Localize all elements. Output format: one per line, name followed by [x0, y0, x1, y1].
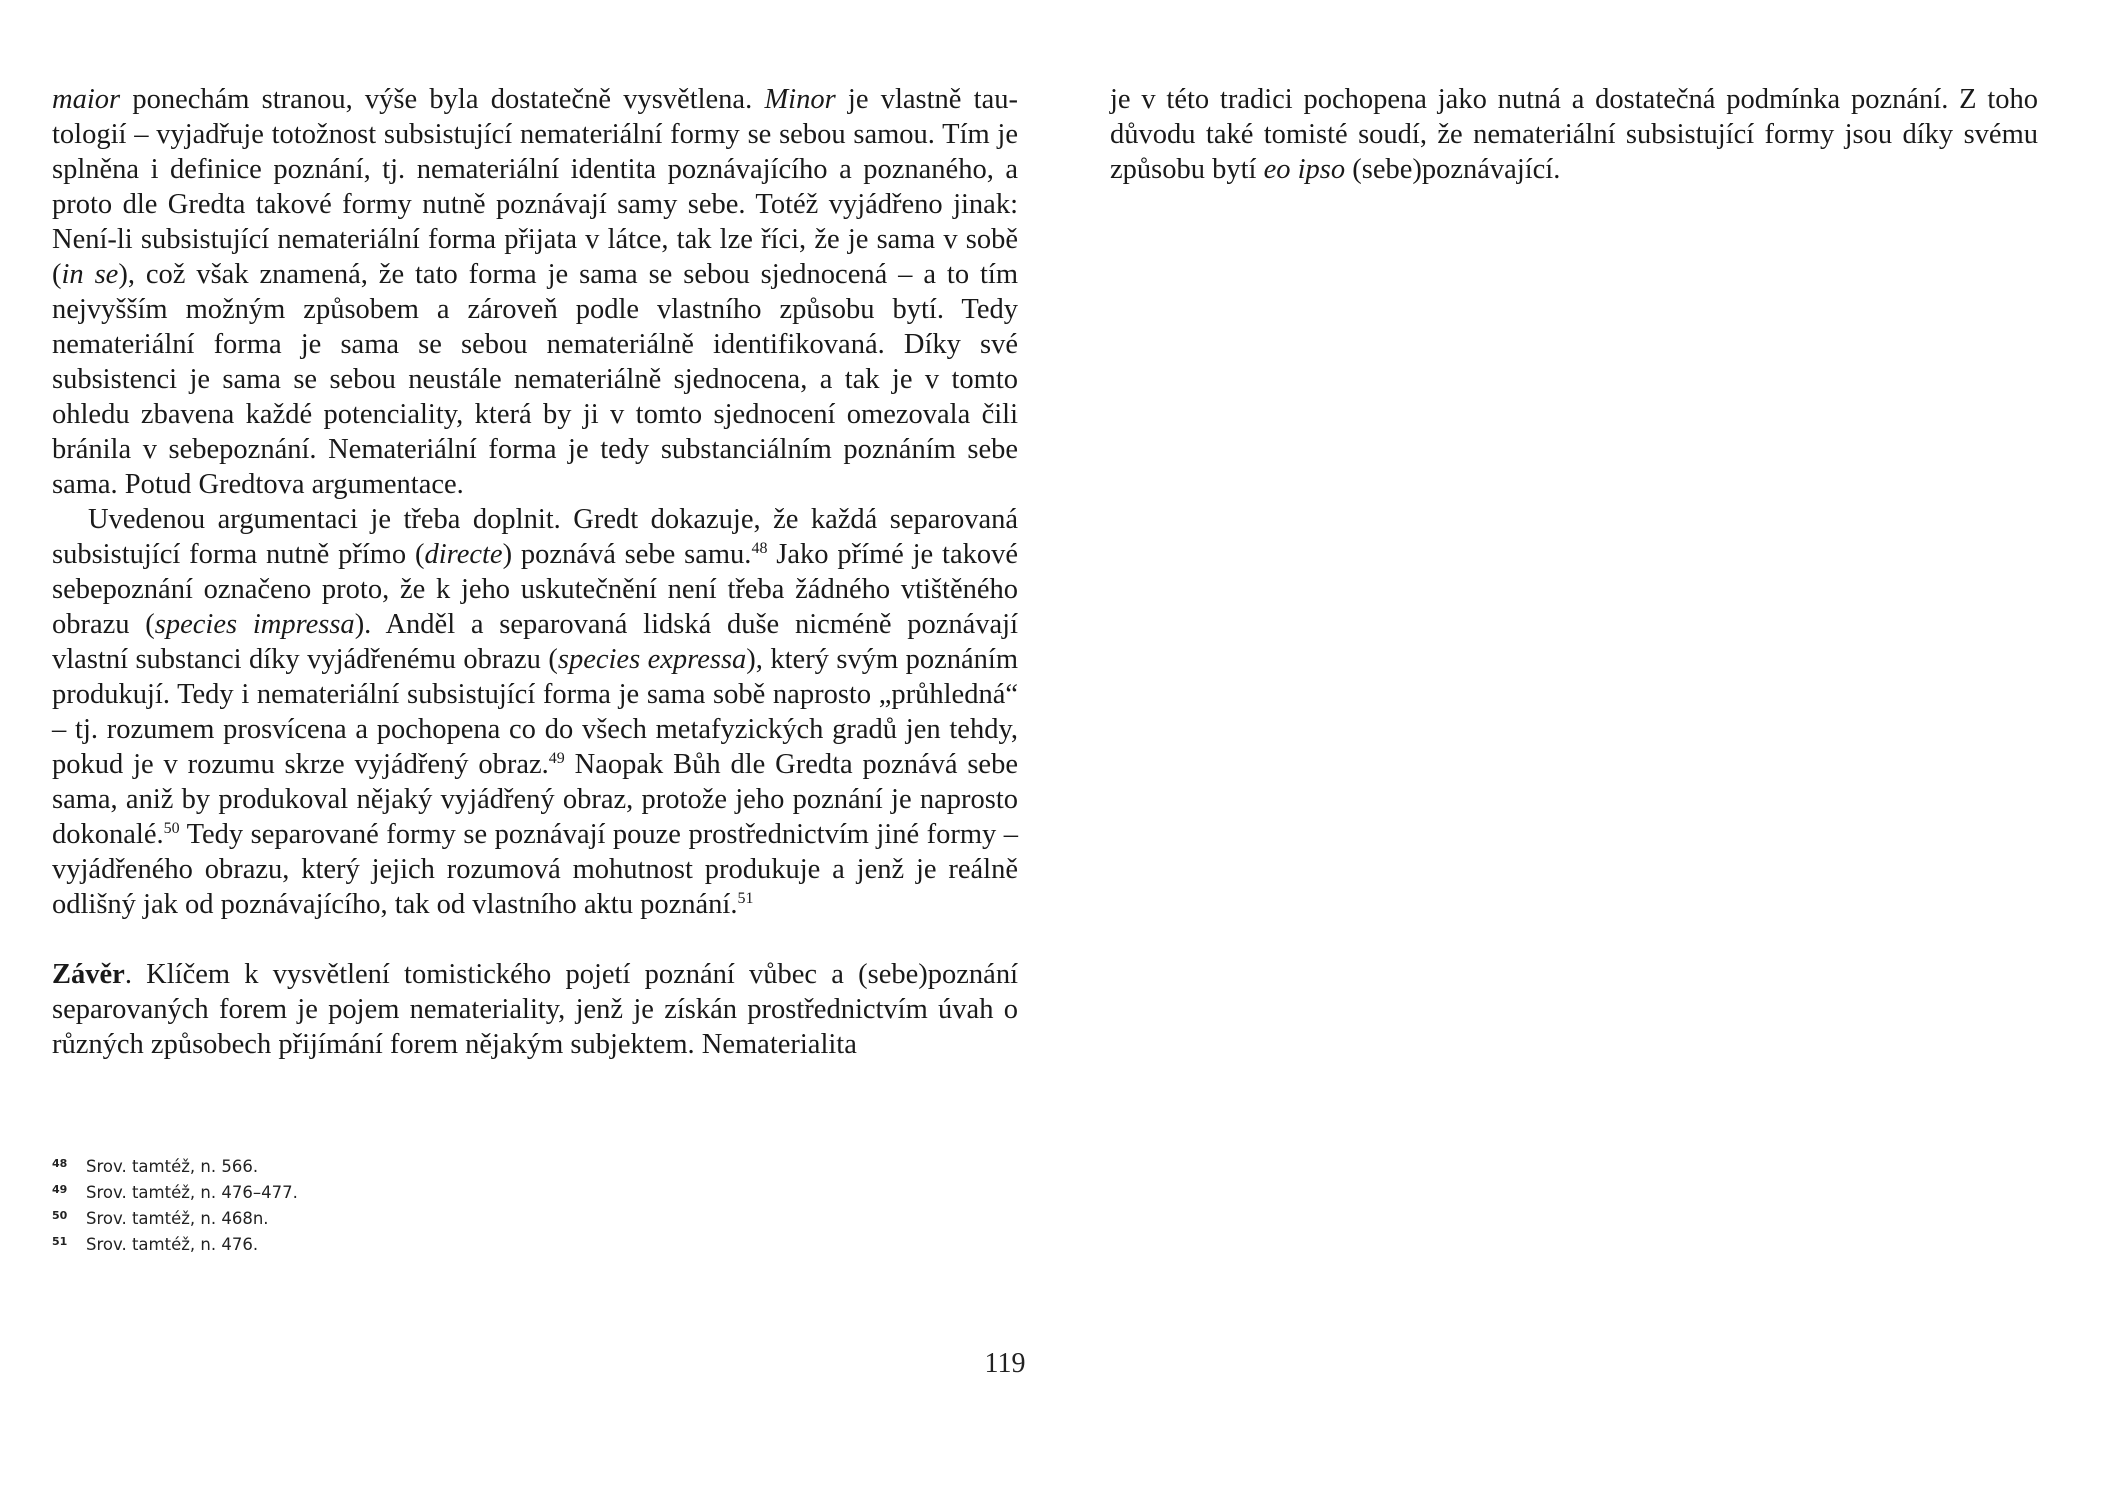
- text-run: (sebe)poznávající.: [1345, 154, 1561, 185]
- footnote-ref: 48: [751, 540, 768, 557]
- text-run: ), který svým poznáním produkují. Tedy i nemateriální subsistující forma je sama sobě naprosto „průhledná“ – tj. rozumem prosvícena a pochopena co do všech metafyzických gradů jen tehdy, pokud je v rozumu skrze vyjádřený obraz.: [52, 644, 1019, 780]
- footnote: [52, 1232, 852, 1258]
- footnotes: [52, 1154, 852, 1258]
- text-run: Tedy separované formy se poznávají pouze prostřednictvím jiné formy – vyjádřeného obrazu, který jejich rozumová mohutnost produkuje a jenž je reálně odlišný jak od poznávajícího, tak od vlastního aktu poznání.: [52, 819, 1018, 920]
- footnote-ref: 50: [163, 820, 180, 837]
- text-run: ). Anděl a separovaná lidská duše nicméně poznávají vlastní substanci díky vyjádřenému obrazu (: [52, 609, 1019, 675]
- footnote-text: Srov. tamtéž, n. 476–477.: [86, 1183, 298, 1202]
- text-run: ) poznává sebe samu.: [502, 539, 752, 570]
- paragraph-conclusion: [52, 957, 1018, 1062]
- footnote-ref: 49: [548, 750, 565, 767]
- footnote: [52, 1206, 852, 1232]
- paragraph-1: [52, 82, 1018, 502]
- footnote-number: 48: [52, 1157, 68, 1170]
- italic-term: in se: [61, 259, 119, 290]
- text-run: Jako přímé je takové sebepoznání označeno proto, že k jeho uskutečnění není třeba žádného vtištěného obrazu (: [52, 539, 1018, 640]
- text-run: . Klíčem k vysvětlení tomistického pojetí poznání vůbec a (sebe)poznání separovaných forem je pojem nemateriality, jenž je získán prostřednictvím úvah o různých způsobech přijímání forem nějakým subjektem. Nematerialita: [52, 959, 1018, 1060]
- footnote-number: 50: [52, 1209, 68, 1222]
- text-run: ), což však znamená, že tato forma je sama se sebou sjednocená – a to tím nejvyšším možným způsobem a zároveň podle vlastního způsobu bytí. Tedy nemateriální forma je sama se sebou nemateriálně identifikovaná. Díky své subsistenci je sama se sebou neustále nemateriálně sjednocena, a tak je v tomto ohledu zbavena každé potenciality, která by ji v tomto sjednocení omezovala čili bránila v sebepoznání. Nemateriální forma je tedy substanciálním poznáním sebe sama. Potud Gredtova argumentace.: [52, 259, 1018, 500]
- footnote-number: 49: [52, 1183, 68, 1196]
- text-run: Naopak Bůh dle Gredta poznává sebe sama, aniž by produkoval nějaký vyjádřený obraz, protože jeho poznání je naprosto dokonalé.: [52, 749, 1018, 850]
- italic-term: directe: [424, 539, 503, 570]
- page-number: 119: [984, 1348, 1026, 1379]
- left-text-column: [52, 82, 1018, 1062]
- italic-term: maior: [52, 84, 121, 115]
- paragraph-continuation: [1110, 82, 2038, 187]
- section-heading-inline: Závěr: [52, 959, 125, 990]
- right-page: [1061, 0, 2122, 1500]
- italic-term: species impressa: [154, 609, 355, 640]
- text-run: je v této tradici pochopena jako nutná a dostatečná podmínka poznání. Z toho důvodu také tomisté soudí, že nemateriální subsistující formy jsou díky svému způsobu bytí: [1110, 84, 2038, 185]
- text-run: ponechám stranou, výše byla dostatečně vysvětlena.: [120, 84, 765, 115]
- text-run: Uvedenou argumentaci je třeba doplnit. Gredt dokazuje, že každá separovaná subsistující forma nutně přímo (: [52, 504, 1018, 570]
- italic-term: species expressa: [557, 644, 747, 675]
- footnote-text: Srov. tamtéž, n. 476.: [86, 1235, 259, 1254]
- paragraph-2: [52, 502, 1018, 922]
- right-text-column: [1110, 82, 2038, 187]
- text-run: je vlastně tautologií – vyjadřuje totožnost subsistující nemateriální formy se sebou samou. Tím je splněna i definice poznání, tj. nemateriální identita poznávajícího a poznaného, a proto dle Gredta takové formy nutně poznávají samy sebe. Totéž vyjádřeno jinak: Není-li subsistující nemateriální forma přijata v látce, tak lze říci, že je sama v sobě (: [52, 84, 1018, 290]
- footnote: [52, 1154, 852, 1180]
- footnote: [52, 1180, 852, 1206]
- italic-term: eo ipso: [1263, 154, 1346, 185]
- footnote-text: Srov. tamtéž, n. 468n.: [86, 1209, 269, 1228]
- italic-term: Minor: [764, 84, 836, 115]
- footnote-ref: 51: [737, 890, 754, 907]
- footnote-number: 51: [52, 1235, 68, 1248]
- footnote-text: Srov. tamtéž, n. 566.: [86, 1157, 259, 1176]
